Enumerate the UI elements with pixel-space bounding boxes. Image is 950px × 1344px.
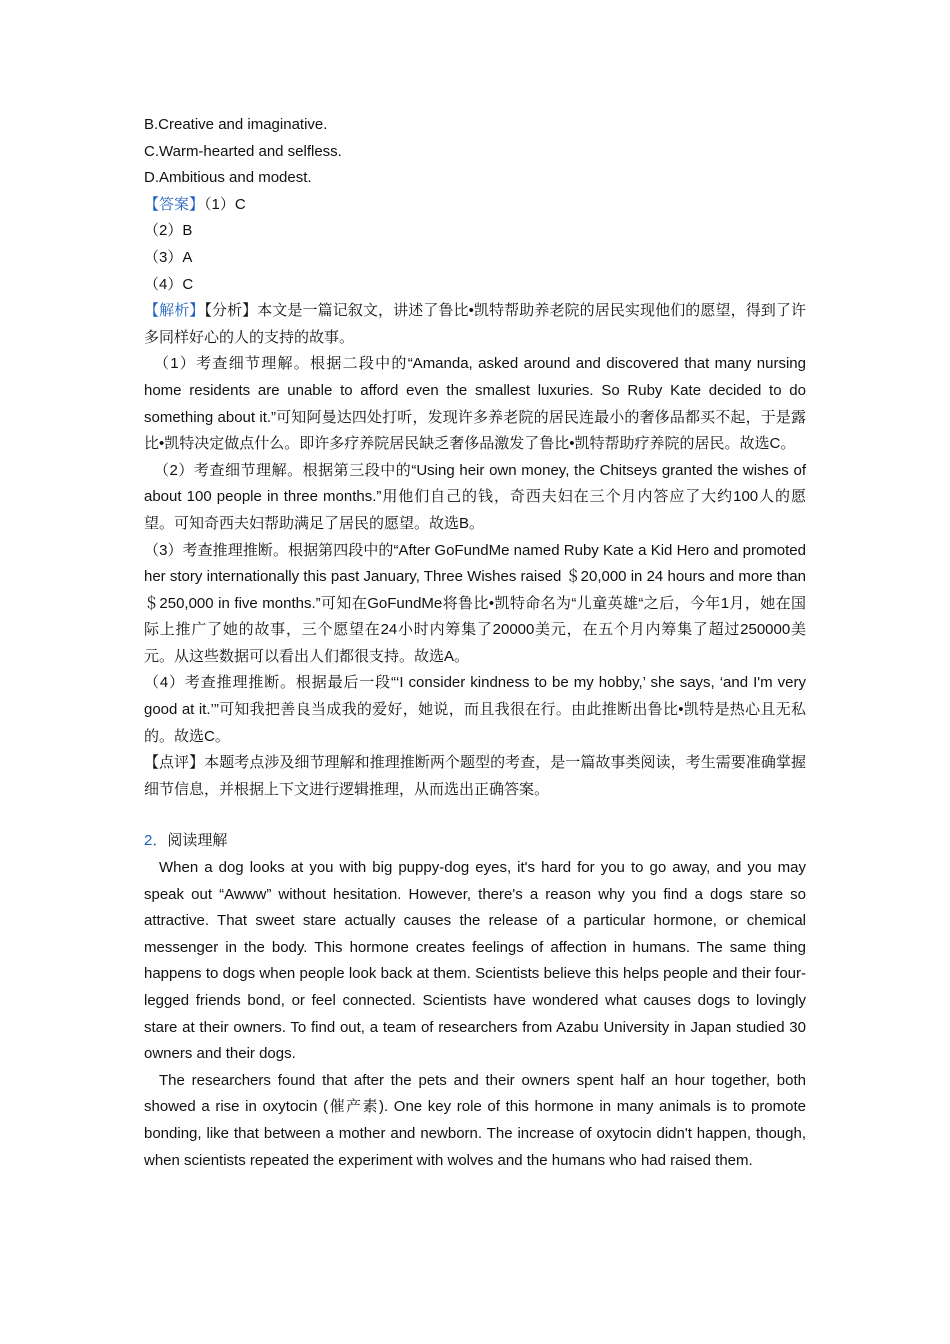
section2-title: 阅读理解 <box>167 832 228 850</box>
answer-label: 【答案】 <box>144 195 205 213</box>
analysis-q3: （3）考查推理推断。根据第四段中的“After GoFundMe named Ruby Kate a Kid Hero and promoted her story internationally this past January, Three Wishes raised ＄20,000 in 24 hours and more than ＄250,000 in five months.”可知在GoFundMe将鲁比•凯特命名为“儿童英雄“之后，今年1月，她在国际上推广了她的故事，三个愿望在24小时内筹集了20000美元，在五个月内筹集了超过250000美元。从这些数据可以看出人们都很支持。故选A。 <box>144 541 806 665</box>
document-page <box>144 112 806 1174</box>
section2-number: 2． <box>144 832 168 850</box>
option-c: C.Warm-hearted and selfless. <box>144 142 342 160</box>
answer-line <box>144 192 806 219</box>
passage-paragraph-2: The researchers found that after the pets and their owners spent half an hour together, both showed a rise in oxytocin (催产素). One key role of this hormone in many animals is to promote bonding, like that between a mother and newborn. The increase of oxytocin didn't happen, though, when scientists repeated the experiment with wolves and the humans who had raised them. <box>144 1071 806 1169</box>
analysis-summary <box>144 298 806 351</box>
answer-4: （4）C <box>144 275 194 293</box>
analysis-comment: 【点评】本题考点涉及细节理解和推理推断两个题型的考查，是一篇故事类阅读，考生需要准确掌握细节信息，并根据上下文进行逻辑推理，从而选出正确答案。 <box>144 754 806 798</box>
section2-heading <box>144 828 806 855</box>
analysis-q2: （2）考查细节理解。根据第三段中的“Using heir own money, the Chitseys granted the wishes of about 100 people in three months.”用他们自己的钱，奇西夫妇在三个月内答应了大约100人的愿望。可知奇西夫妇帮助满足了居民的愿望。故选B。 <box>144 461 806 532</box>
option-b: B.Creative and imaginative. <box>144 116 328 133</box>
section-gap <box>144 803 806 828</box>
analysis-label: 【解析】 <box>144 302 205 320</box>
analysis-summary-text: 【分析】本文是一篇记叙文，讲述了鲁比•凯特帮助养老院的居民实现他们的愿望，得到了许多同样好心的人的支持的故事。 <box>144 302 806 346</box>
answer-1: （1）C <box>204 195 246 213</box>
option-d: D.Ambitious and modest. <box>144 169 312 187</box>
answer-2: （2）B <box>144 222 193 240</box>
analysis-q1: （1）考查细节理解。根据二段中的“Amanda, asked around and discovered that many nursing home residents are unable to afford even the smallest luxuries. So Ruby Kate decided to do something about it.”可知阿曼达四处打听，发现许多养老院的居民连最小的奢侈品都买不起，于是露比•凯特决定做点什么。即许多疗养院居民缺乏奢侈品激发了鲁比•凯特帮助疗养院的居民。故选C。 <box>144 355 806 453</box>
answer-3: （3）A <box>144 248 193 266</box>
passage-paragraph-1: When a dog looks at you with big puppy-dog eyes, it's hard for you to go away, and you may speak out “Awww” without hesitation. However, there's a reason why you find a dogs stare so attractive. That sweet stare actually causes the release of a particular hormone, or chemical messenger in the body. This hormone creates feelings of affection in humans. The same thing happens to dogs when people look back at them. Scientists believe this helps people and their four-legged friends bond, or feel connected. Scientists have wondered what causes dogs to lovingly stare at their owners. To find out, a team of researchers from Azabu University in Japan studied 30 owners and their dogs. <box>144 859 806 1063</box>
analysis-q4: （4）考查推理推断。根据最后一段“‘I consider kindness to be my hobby,’ she says, ‘and I'm very good at it.’”可知我把善良当成我的爱好，她说，而且我很在行。由此推断出鲁比•凯特是热心且无私的。故选C。 <box>144 674 806 745</box>
